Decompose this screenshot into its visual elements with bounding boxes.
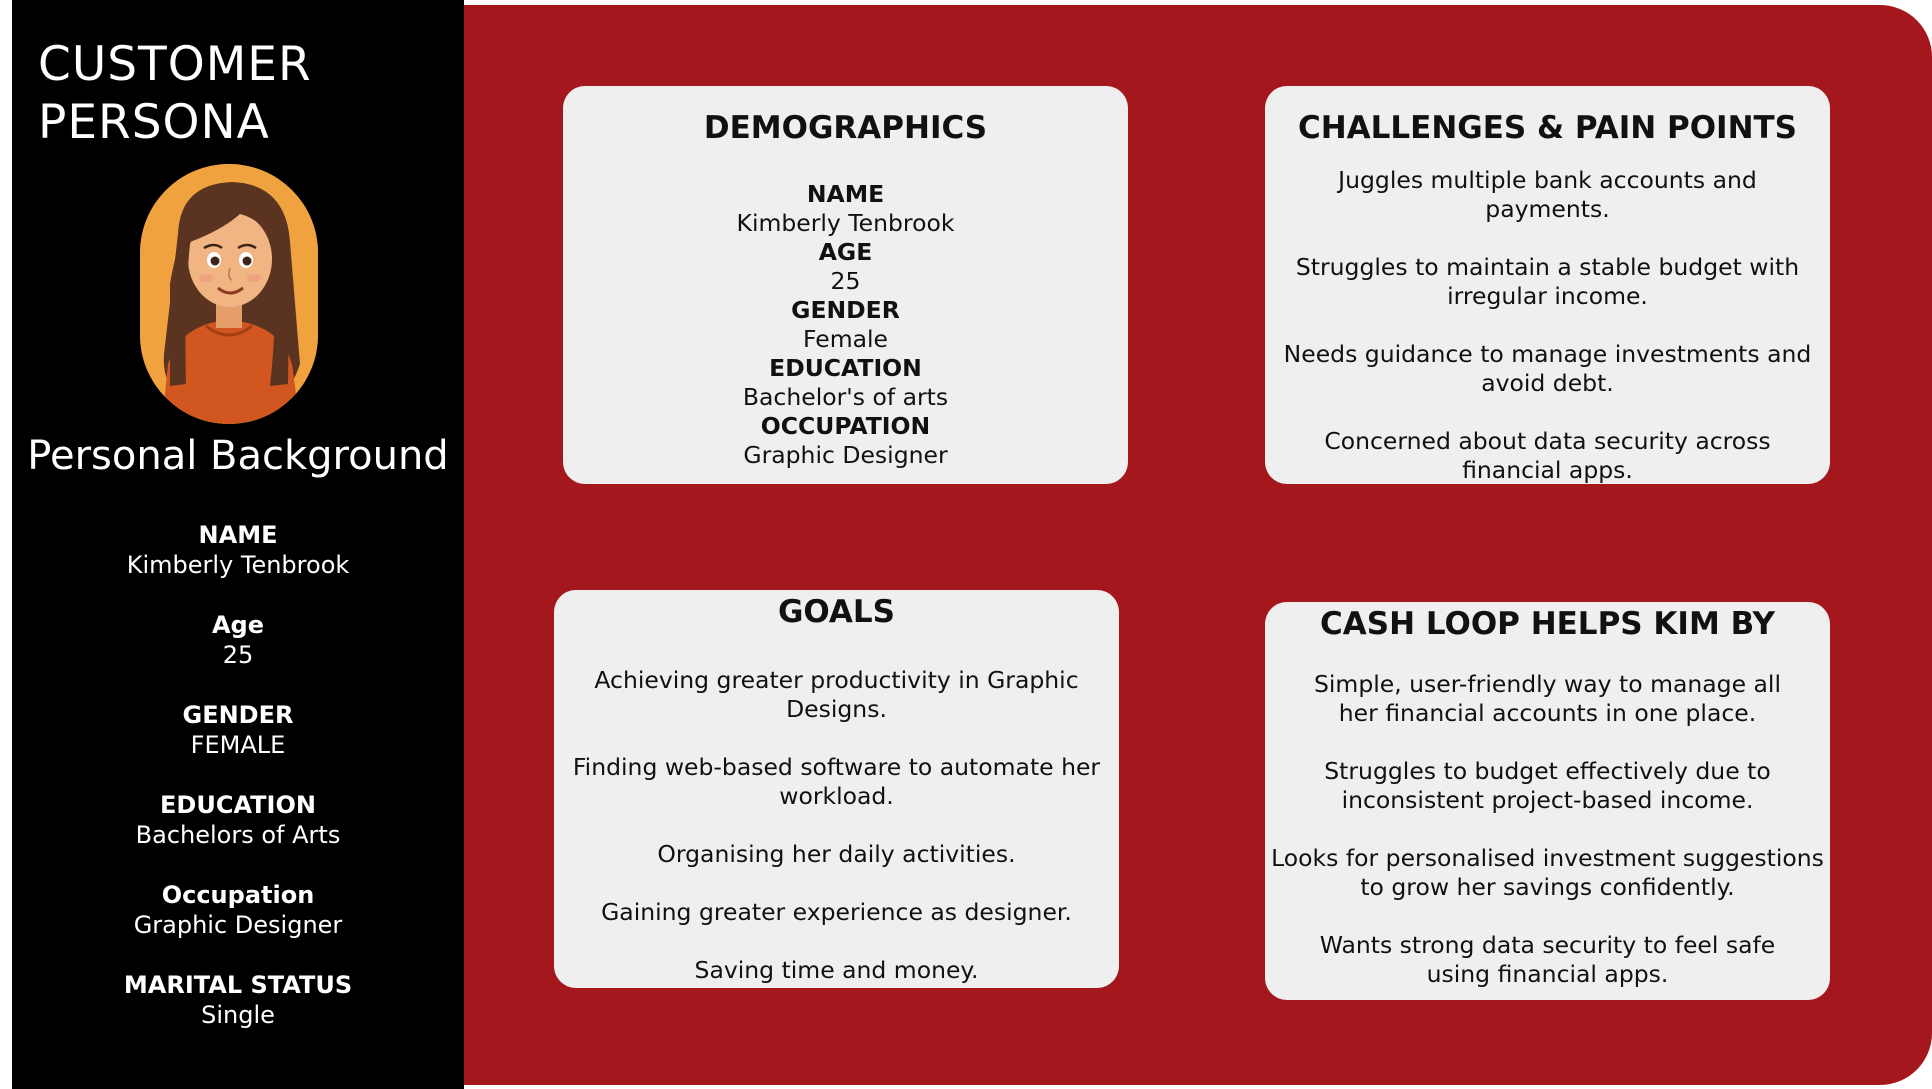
demo-value-education: Bachelor's of arts [742, 383, 949, 411]
demo-value-name: Kimberly Tenbrook [736, 209, 955, 237]
cash-loop-card [1265, 602, 1830, 1000]
field-label: NAME [198, 521, 278, 549]
field-value: Kimberly Tenbrook [126, 551, 350, 579]
field-label: Occupation [161, 881, 315, 909]
challenges-card [1265, 86, 1830, 484]
demo-label-name: NAME [806, 180, 885, 208]
demo-label-education: EDUCATION [769, 354, 922, 382]
demo-label-gender: GENDER [791, 296, 900, 324]
challenge-item: Concerned about data security across financial apps. [1324, 427, 1771, 484]
goals-card [554, 590, 1119, 988]
field-label: GENDER [182, 701, 294, 729]
sidebar-field-occupation [12, 880, 464, 940]
challenge-item: Juggles multiple bank accounts and payments. [1338, 166, 1757, 223]
demo-value-gender: Female [803, 325, 888, 353]
persona-sidebar [12, 0, 464, 1089]
sidebar-field-education [12, 790, 464, 850]
title-line-2: PERSONA [38, 95, 270, 150]
demographics-list [563, 180, 1128, 470]
goal-item: Finding web-based software to automate her workload. [572, 753, 1101, 810]
field-label: MARITAL STATUS [123, 971, 353, 999]
sidebar-field-marital-status [12, 970, 464, 1030]
demo-value-occupation: Graphic Designer [743, 441, 948, 469]
help-item: Wants strong data security to feel safe using financial apps. [1319, 931, 1776, 988]
field-value: 25 [222, 641, 254, 669]
challenge-item: Struggles to maintain a stable budget with irregular income. [1295, 253, 1800, 310]
field-value: FEMALE [190, 731, 286, 759]
persona-title [38, 36, 458, 152]
demo-label-occupation: OCCUPATION [760, 412, 931, 440]
help-item: Struggles to budget effectively due to inconsistent project-based income. [1324, 757, 1771, 814]
field-value: Graphic Designer [133, 911, 343, 939]
challenges-heading: CHALLENGES & PAIN POINTS [1297, 110, 1798, 146]
goal-item: Achieving greater productivity in Graphic Designs. [594, 666, 1079, 723]
demographics-card [563, 86, 1128, 484]
field-label: EDUCATION [160, 791, 316, 819]
goal-item: Organising her daily activities. [657, 840, 1016, 868]
sidebar-field-name [12, 520, 464, 580]
demographics-heading: DEMOGRAPHICS [703, 110, 988, 146]
cash-loop-heading: CASH LOOP HELPS KIM BY [1320, 606, 1775, 642]
goal-item: Saving time and money. [694, 956, 979, 984]
demo-value-age: 25 [830, 267, 861, 295]
challenge-item: Needs guidance to manage investments and avoid debt. [1283, 340, 1812, 397]
title-line-1: CUSTOMER [38, 37, 312, 92]
goals-heading: GOALS [777, 594, 896, 630]
field-label: Age [211, 611, 265, 639]
goal-item: Gaining greater experience as designer. [601, 898, 1072, 926]
help-item: Looks for personalised investment suggestions to grow her savings confidently. [1271, 844, 1824, 901]
field-value: Bachelors of Arts [135, 821, 341, 849]
field-value: Single [201, 1001, 275, 1029]
help-item: Simple, user-friendly way to manage all her financial accounts in one place. [1313, 670, 1781, 727]
demo-label-age: AGE [818, 238, 873, 266]
sidebar-field-age [12, 610, 464, 670]
persona-avatar [140, 164, 318, 424]
sidebar-field-gender [12, 700, 464, 760]
personal-background-heading: Personal Background [27, 433, 449, 479]
